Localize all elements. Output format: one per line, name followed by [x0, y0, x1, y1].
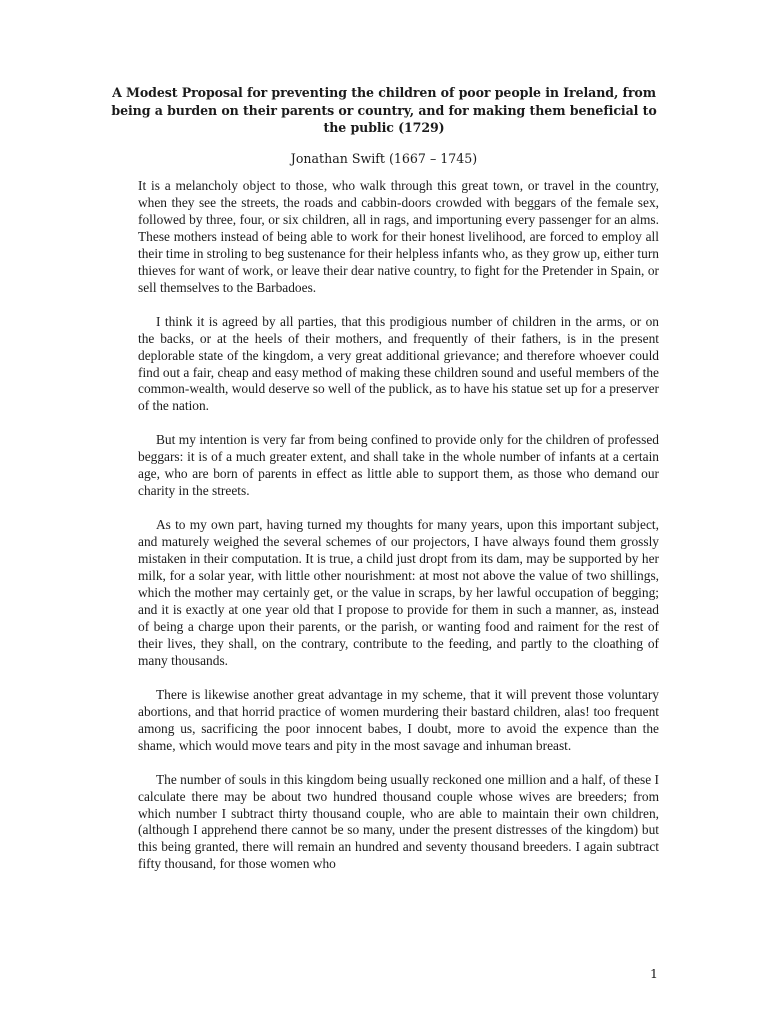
paragraph-2: I think it is agreed by all parties, that this prodigious number of children in the arms, or on the backs, or at the heels of their mothers, and frequently of their fathers, is in the present deplorable state of the kingdom, a very great additional grievance; and therefore whoever could find out a fair, cheap and easy method of making these children sound and useful members of the common-wealth, would deserve so well of the publick, as to have his statue set up for a preserver of the nation.: [138, 313, 659, 414]
page-number: 1: [650, 966, 658, 981]
document-title: A Modest Proposal for preventing the children of poor people in Ireland, from being a burden on their parents or country, and for making them beneficial to the public (1729): [111, 85, 657, 135]
paragraph-1: It is a melancholy object to those, who walk through this great town, or travel in the country, when they see the streets, the roads and cabbin-doors crowded with beggars of the female sex, followed by three, four, or six children, all in rags, and importuning every passenger for an alms. These mothers instead of being able to work for their honest livelihood, are forced to employ all their time in stroling to beg sustenance for their helpless infants who, as they grow up, either turn thieves for want of work, or leave their dear native country, to fight for the Pretender in Spain, or sell themselves to the Barbadoes.: [138, 178, 659, 295]
document-body: [138, 178, 659, 890]
paragraph-4: As to my own part, having turned my thoughts for many years, upon this important subject, and maturely weighed the several schemes of our projectors, I have always found them grossly mistaken in their computation. It is true, a child just dropt from its dam, may be supported by her milk, for a solar year, with little other nourishment: at most not above the value of two shillings, which the mother may certainly get, or the value in scraps, by her lawful occupation of begging; and it is exactly at one year old that I propose to provide for them in such a manner, as, instead of being a charge upon their parents, or the parish, or wanting food and raiment for the rest of their lives, they shall, on the contrary, contribute to the feeding, and partly to the cloathing of many thousands.: [138, 517, 659, 668]
paragraph-3: But my intention is very far from being confined to provide only for the children of professed beggars: it is of a much greater extent, and shall take in the whole number of infants at a certain age, who are born of parents in effect as little able to support them, as those who demand our charity in the streets.: [138, 432, 659, 499]
paragraph-6: The number of souls in this kingdom being usually reckoned one million and a half, of these I calculate there may be about two hundred thousand couple whose wives are breeders; from which number I subtract thirty thousand couple, who are able to maintain their own children, (although I apprehend there cannot be so many, under the present distresses of the kingdom) but this being granted, there will remain an hundred and seventy thousand breeders. I again subtract fifty thousand, for those women who: [138, 771, 659, 872]
document-author: Jonathan Swift (1667 – 1745): [290, 151, 478, 166]
paragraph-5: There is likewise another great advantage in my scheme, that it will prevent those voluntary abortions, and that horrid practice of women murdering their bastard children, alas! too frequent among us, sacrificing the poor innocent babes, I doubt, more to avoid the expence than the shame, which would move tears and pity in the most savage and inhuman breast.: [138, 686, 659, 753]
